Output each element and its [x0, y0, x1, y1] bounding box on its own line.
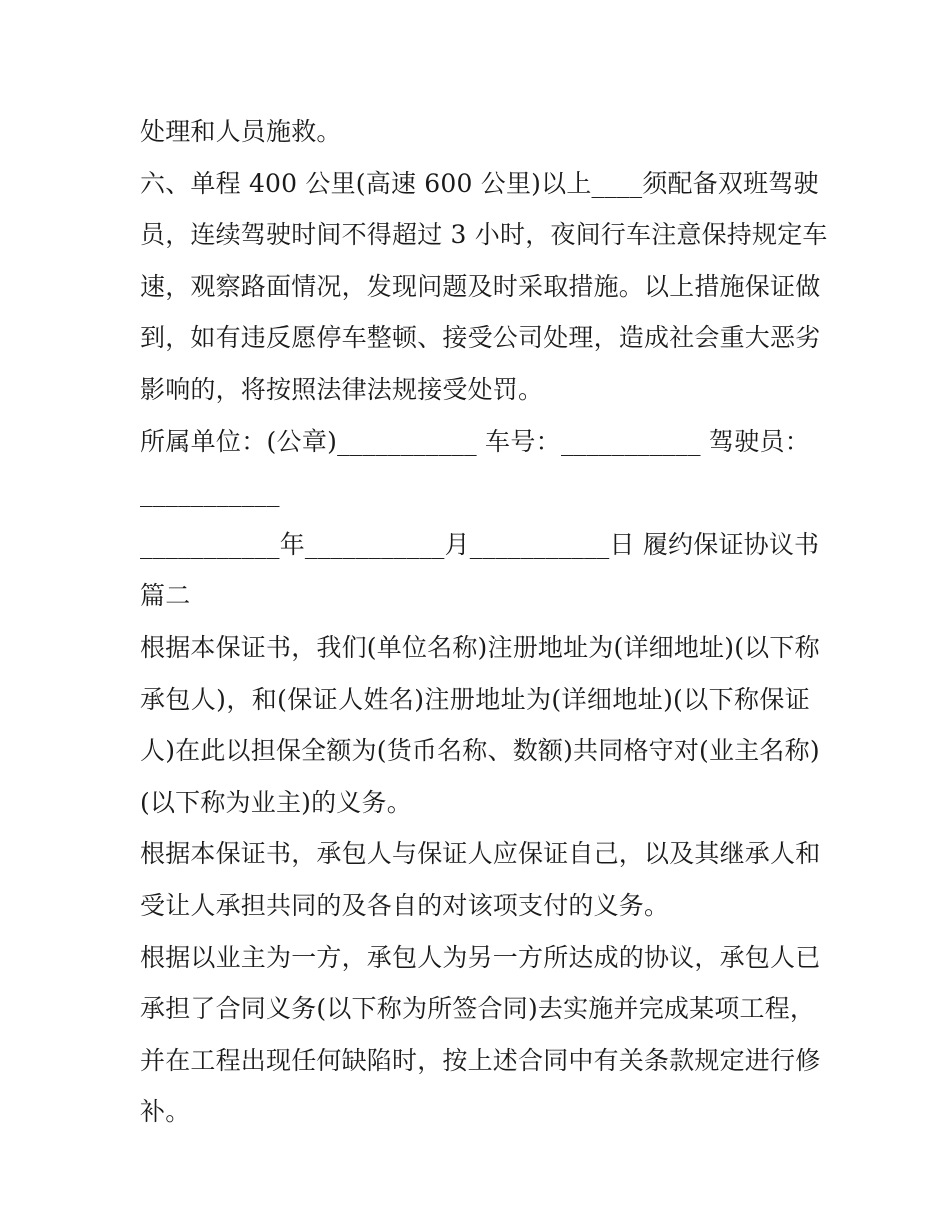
- text-line: 员，连续驾驶时间不得超过 3 小时，夜间行车注意保持规定车: [140, 220, 828, 250]
- text-line: 补。: [140, 1097, 191, 1127]
- text-line: 根据本保证书，承包人与保证人应保证自己，以及其继承人和: [140, 839, 821, 869]
- text-line: 并在工程出现任何缺陷时，按上述合同中有关条款规定进行修: [140, 1045, 821, 1075]
- text-line: 处理和人员施救。: [140, 117, 342, 146]
- document-body: [140, 106, 828, 1138]
- text-line: 到，如有违反愿停车整顿、接受公司处理，造成社会重大恶劣: [140, 323, 821, 353]
- text-line: ___________年___________月___________日 履约保证协议书: [140, 529, 820, 559]
- text-line: (以下称为业主)的义务。: [140, 787, 412, 817]
- text-line: 承包人)，和(保证人姓名)注册地址为(详细地址)(以下称保证: [140, 684, 810, 714]
- text-line: 人)在此以担保全额为(货币名称、数额)共同格守对(业主名称): [140, 736, 820, 766]
- text-line: 所属单位：(公章)___________ 车号：___________ 驾驶员：: [140, 426, 810, 456]
- section-heading: 篇二: [140, 581, 191, 611]
- text-line: 承担了合同义务(以下称为所签合同)去实施并完成某项工程，: [140, 994, 816, 1024]
- text-line: 受让人承担共同的及各自的对该项支付的义务。: [140, 890, 670, 920]
- text-line: 根据本保证书，我们(单位名称)注册地址为(详细地址)(以下称: [140, 632, 820, 662]
- text-line: 影响的，将按照法律法规接受处罚。: [140, 374, 544, 404]
- text-line: 六、单程 400 公里(高速 600 公里)以上____须配备双班驾驶: [140, 168, 819, 198]
- text-line: 根据以业主为一方，承包人为另一方所达成的协议，承包人已: [140, 942, 821, 972]
- text-line: 速，观察路面情况，发现问题及时采取措施。以上措施保证做: [140, 271, 821, 301]
- text-line: ___________: [140, 478, 280, 508]
